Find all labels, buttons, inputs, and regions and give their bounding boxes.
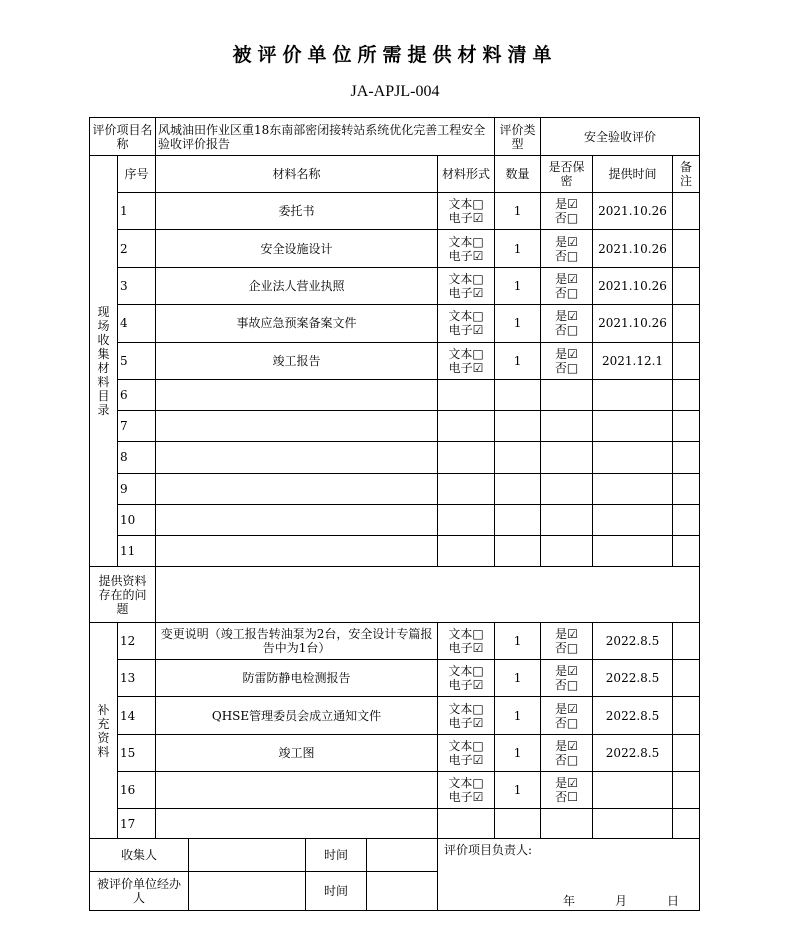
- seq-cell: 7: [118, 411, 156, 442]
- time-cell: 2022.8.5: [593, 623, 673, 660]
- footer-row-1: [90, 839, 700, 872]
- header-row: [90, 118, 700, 156]
- table-row: [90, 623, 700, 660]
- secret-cell: [541, 473, 593, 504]
- qty-cell: 1: [495, 623, 541, 660]
- form-cell: [438, 771, 495, 808]
- form-cell: [438, 473, 495, 504]
- form-cell: [438, 267, 495, 304]
- secret-cell: [541, 230, 593, 267]
- material-name-cell: 变更说明（竣工报告转油泵为2台，安全设计专篇报告中为1台）: [156, 623, 438, 660]
- note-cell: [673, 193, 700, 230]
- secret-cell: [541, 697, 593, 734]
- secret-no-checkbox: 否□: [554, 360, 579, 375]
- secret-cell: [541, 342, 593, 379]
- secret-cell: [541, 193, 593, 230]
- note-cell: [673, 809, 700, 839]
- footer-left-1: [90, 839, 438, 872]
- col-form: 材料形式: [438, 156, 495, 193]
- form-cell: [438, 697, 495, 734]
- secret-no-checkbox: 否□: [554, 248, 579, 263]
- qty-cell: 1: [495, 230, 541, 267]
- seq-cell: 9: [118, 473, 156, 504]
- secret-yes-checkbox: 是☑: [555, 309, 578, 324]
- seq-cell: 13: [118, 660, 156, 697]
- time-cell: 2021.10.26: [593, 305, 673, 342]
- qty-cell: 1: [495, 267, 541, 304]
- problems-row: [90, 567, 700, 623]
- form-cell: [438, 442, 495, 473]
- table-row: [90, 305, 700, 342]
- material-name-cell: [156, 379, 438, 410]
- note-cell: [673, 734, 700, 771]
- table-row: [90, 697, 700, 734]
- table-row: [90, 660, 700, 697]
- form-electronic-checkbox: 电子☑: [448, 678, 484, 693]
- col-qty: 数量: [495, 156, 541, 193]
- form-text-checkbox: 文本□: [448, 664, 484, 679]
- time-cell: [593, 504, 673, 535]
- form-cell: [438, 623, 495, 660]
- time-cell: 2021.10.26: [593, 193, 673, 230]
- footer-subtable-1: [90, 839, 437, 871]
- seq-cell: 17: [118, 809, 156, 839]
- time-cell: 2021.10.26: [593, 267, 673, 304]
- collector-value: [189, 839, 306, 871]
- seq-cell: 15: [118, 734, 156, 771]
- seq-cell: 16: [118, 771, 156, 808]
- qty-cell: [495, 504, 541, 535]
- table-row: [90, 267, 700, 304]
- year-label: 年: [562, 894, 575, 909]
- secret-cell: [541, 809, 593, 839]
- note-cell: [673, 267, 700, 304]
- form-electronic-checkbox: 电子☑: [448, 285, 484, 300]
- page-title: 被评价单位所需提供材料清单: [232, 44, 558, 66]
- secret-yes-checkbox: 是☑: [555, 271, 578, 286]
- time-cell: [593, 473, 673, 504]
- col-time: 提供时间: [593, 156, 673, 193]
- note-cell: [673, 535, 700, 566]
- table-row: [90, 230, 700, 267]
- secret-yes-checkbox: 是☑: [555, 234, 578, 249]
- form-electronic-checkbox: 电子☑: [448, 641, 484, 656]
- material-name-cell: 竣工报告: [156, 342, 438, 379]
- form-electronic-checkbox: 电子☑: [448, 360, 484, 375]
- seq-cell: 2: [118, 230, 156, 267]
- column-header-row: [90, 156, 700, 193]
- secret-cell: [541, 771, 593, 808]
- form-cell: [438, 379, 495, 410]
- time-cell: [593, 442, 673, 473]
- form-text-checkbox: 文本□: [448, 346, 484, 361]
- form-text-checkbox: 文本□: [448, 775, 484, 790]
- secret-cell: [541, 734, 593, 771]
- col-name: 材料名称: [156, 156, 438, 193]
- secret-yes-checkbox: 是☑: [555, 197, 578, 212]
- table-row: [90, 442, 700, 473]
- note-cell: [673, 771, 700, 808]
- qty-cell: [495, 809, 541, 839]
- material-name-cell: 竣工图: [156, 734, 438, 771]
- form-cell: [438, 734, 495, 771]
- secret-cell: [541, 267, 593, 304]
- form-text-checkbox: 文本□: [448, 309, 484, 324]
- leader-cell: [438, 839, 700, 911]
- day-label: 日: [667, 894, 680, 909]
- seq-cell: 8: [118, 442, 156, 473]
- qty-cell: 1: [495, 734, 541, 771]
- material-name-cell: [156, 411, 438, 442]
- type-label: 评价类型: [495, 118, 541, 156]
- form-text-checkbox: 文本□: [448, 738, 484, 753]
- secret-yes-checkbox: 是☑: [555, 346, 578, 361]
- secret-cell: [541, 305, 593, 342]
- time-cell: [593, 535, 673, 566]
- time1-value: [367, 839, 438, 871]
- table-row: [90, 473, 700, 504]
- secret-yes-checkbox: 是☑: [555, 664, 578, 679]
- form-text-checkbox: 文本□: [448, 627, 484, 642]
- form-cell: [438, 411, 495, 442]
- secret-yes-checkbox: 是☑: [555, 775, 578, 790]
- table-row: [90, 734, 700, 771]
- form-electronic-checkbox: 电子☑: [448, 752, 484, 767]
- form-cell: [438, 230, 495, 267]
- handler-label: 被评价单位经办人: [90, 872, 189, 910]
- material-name-cell: QHSE管理委员会成立通知文件: [156, 697, 438, 734]
- document-code: JA-APJL-004: [350, 83, 440, 100]
- leader-label: 评价项目负责人:: [444, 843, 533, 858]
- note-cell: [673, 230, 700, 267]
- material-name-cell: [156, 535, 438, 566]
- note-cell: [673, 504, 700, 535]
- month-label: 月: [614, 894, 627, 909]
- material-name-cell: [156, 504, 438, 535]
- qty-cell: [495, 535, 541, 566]
- seq-cell: 3: [118, 267, 156, 304]
- collector-label: 收集人: [90, 839, 189, 871]
- qty-cell: 1: [495, 305, 541, 342]
- table-row: [90, 504, 700, 535]
- note-cell: [673, 305, 700, 342]
- time-cell: 2021.10.26: [593, 230, 673, 267]
- material-name-cell: [156, 809, 438, 839]
- qty-cell: 1: [495, 193, 541, 230]
- note-cell: [673, 623, 700, 660]
- time-cell: 2021.12.1: [593, 342, 673, 379]
- secret-yes-checkbox: 是☑: [555, 627, 578, 642]
- qty-cell: 1: [495, 697, 541, 734]
- secret-no-checkbox: 否□: [554, 752, 579, 767]
- secret-cell: [541, 379, 593, 410]
- form-text-checkbox: 文本□: [448, 197, 484, 212]
- note-cell: [673, 697, 700, 734]
- form-cell: [438, 193, 495, 230]
- time-cell: 2022.8.5: [593, 660, 673, 697]
- table-row: [90, 809, 700, 839]
- footer-left-2: [90, 872, 438, 911]
- seq-cell: 6: [118, 379, 156, 410]
- secret-yes-checkbox: 是☑: [555, 701, 578, 716]
- footer-subtable-2: [90, 872, 437, 910]
- form-text-checkbox: 文本□: [448, 234, 484, 249]
- seq-cell: 12: [118, 623, 156, 660]
- materials-table: [89, 117, 700, 911]
- form-electronic-checkbox: 电子☑: [448, 715, 484, 730]
- form-text-checkbox: 文本□: [448, 271, 484, 286]
- qty-cell: [495, 379, 541, 410]
- qty-cell: [495, 442, 541, 473]
- secret-no-checkbox: 否□: [554, 641, 579, 656]
- section1-label: 现 场 收 集 材 料 目 录: [90, 156, 118, 567]
- time-cell: [593, 379, 673, 410]
- material-name-cell: 委托书: [156, 193, 438, 230]
- material-name-cell: 安全设施设计: [156, 230, 438, 267]
- note-cell: [673, 660, 700, 697]
- note-cell: [673, 442, 700, 473]
- form-text-checkbox: 文本□: [448, 701, 484, 716]
- qty-cell: [495, 473, 541, 504]
- material-name-cell: 事故应急预案备案文件: [156, 305, 438, 342]
- secret-cell: [541, 504, 593, 535]
- form-electronic-checkbox: 电子☑: [448, 248, 484, 263]
- note-cell: [673, 342, 700, 379]
- time-cell: [593, 411, 673, 442]
- secret-cell: [541, 442, 593, 473]
- secret-no-checkbox: 否□: [554, 285, 579, 300]
- table-row: [90, 771, 700, 808]
- material-name-cell: 企业法人营业执照: [156, 267, 438, 304]
- seq-cell: 4: [118, 305, 156, 342]
- project-label: 评价项目名称: [90, 118, 156, 156]
- time-cell: 2022.8.5: [593, 697, 673, 734]
- type-value: 安全验收评价: [541, 118, 700, 156]
- qty-cell: 1: [495, 342, 541, 379]
- secret-cell: [541, 660, 593, 697]
- form-electronic-checkbox: 电子☑: [448, 323, 484, 338]
- form-cell: [438, 535, 495, 566]
- secret-cell: [541, 623, 593, 660]
- form-cell: [438, 305, 495, 342]
- table-row: [90, 411, 700, 442]
- form-cell: [438, 504, 495, 535]
- form-electronic-checkbox: 电子☑: [448, 211, 484, 226]
- col-secret: 是否保密: [541, 156, 593, 193]
- table-row: [90, 193, 700, 230]
- secret-cell: [541, 535, 593, 566]
- time2-label: 时间: [306, 872, 367, 910]
- handler-value: [189, 872, 306, 910]
- seq-cell: 10: [118, 504, 156, 535]
- secret-no-checkbox: 否☐: [555, 789, 578, 804]
- col-seq: 序号: [118, 156, 156, 193]
- table-row: [90, 342, 700, 379]
- time2-value: [367, 872, 438, 910]
- table-row: [90, 535, 700, 566]
- form-cell: [438, 342, 495, 379]
- seq-cell: 5: [118, 342, 156, 379]
- problems-content: [156, 567, 700, 623]
- note-cell: [673, 411, 700, 442]
- secret-no-checkbox: 否□: [554, 323, 579, 338]
- secret-yes-checkbox: 是☑: [555, 738, 578, 753]
- secret-no-checkbox: 否□: [554, 715, 579, 730]
- project-name: 风城油田作业区重18东南部密闭接转站系统优化完善工程安全验收评价报告: [156, 118, 495, 156]
- secret-no-checkbox: 否□: [554, 678, 579, 693]
- note-cell: [673, 379, 700, 410]
- qty-cell: 1: [495, 660, 541, 697]
- table-row: [90, 379, 700, 410]
- qty-cell: [495, 411, 541, 442]
- section2-label: 补 充 资 料: [90, 623, 118, 839]
- time-cell: [593, 809, 673, 839]
- secret-cell: [541, 411, 593, 442]
- seq-cell: 11: [118, 535, 156, 566]
- date-line: [523, 894, 679, 908]
- material-name-cell: [156, 473, 438, 504]
- time-cell: 2022.8.5: [593, 734, 673, 771]
- material-name-cell: [156, 442, 438, 473]
- form-electronic-checkbox: 电子☑: [448, 789, 484, 804]
- seq-cell: 14: [118, 697, 156, 734]
- seq-cell: 1: [118, 193, 156, 230]
- col-note: 备注: [673, 156, 700, 193]
- material-name-cell: 防雷防静电检测报告: [156, 660, 438, 697]
- form-cell: [438, 809, 495, 839]
- qty-cell: 1: [495, 771, 541, 808]
- note-cell: [673, 473, 700, 504]
- secret-no-checkbox: 否□: [554, 211, 579, 226]
- problems-label: 提供资料存在的问题: [90, 567, 156, 623]
- time-cell: [593, 771, 673, 808]
- time1-label: 时间: [306, 839, 367, 871]
- form-cell: [438, 660, 495, 697]
- material-name-cell: [156, 771, 438, 808]
